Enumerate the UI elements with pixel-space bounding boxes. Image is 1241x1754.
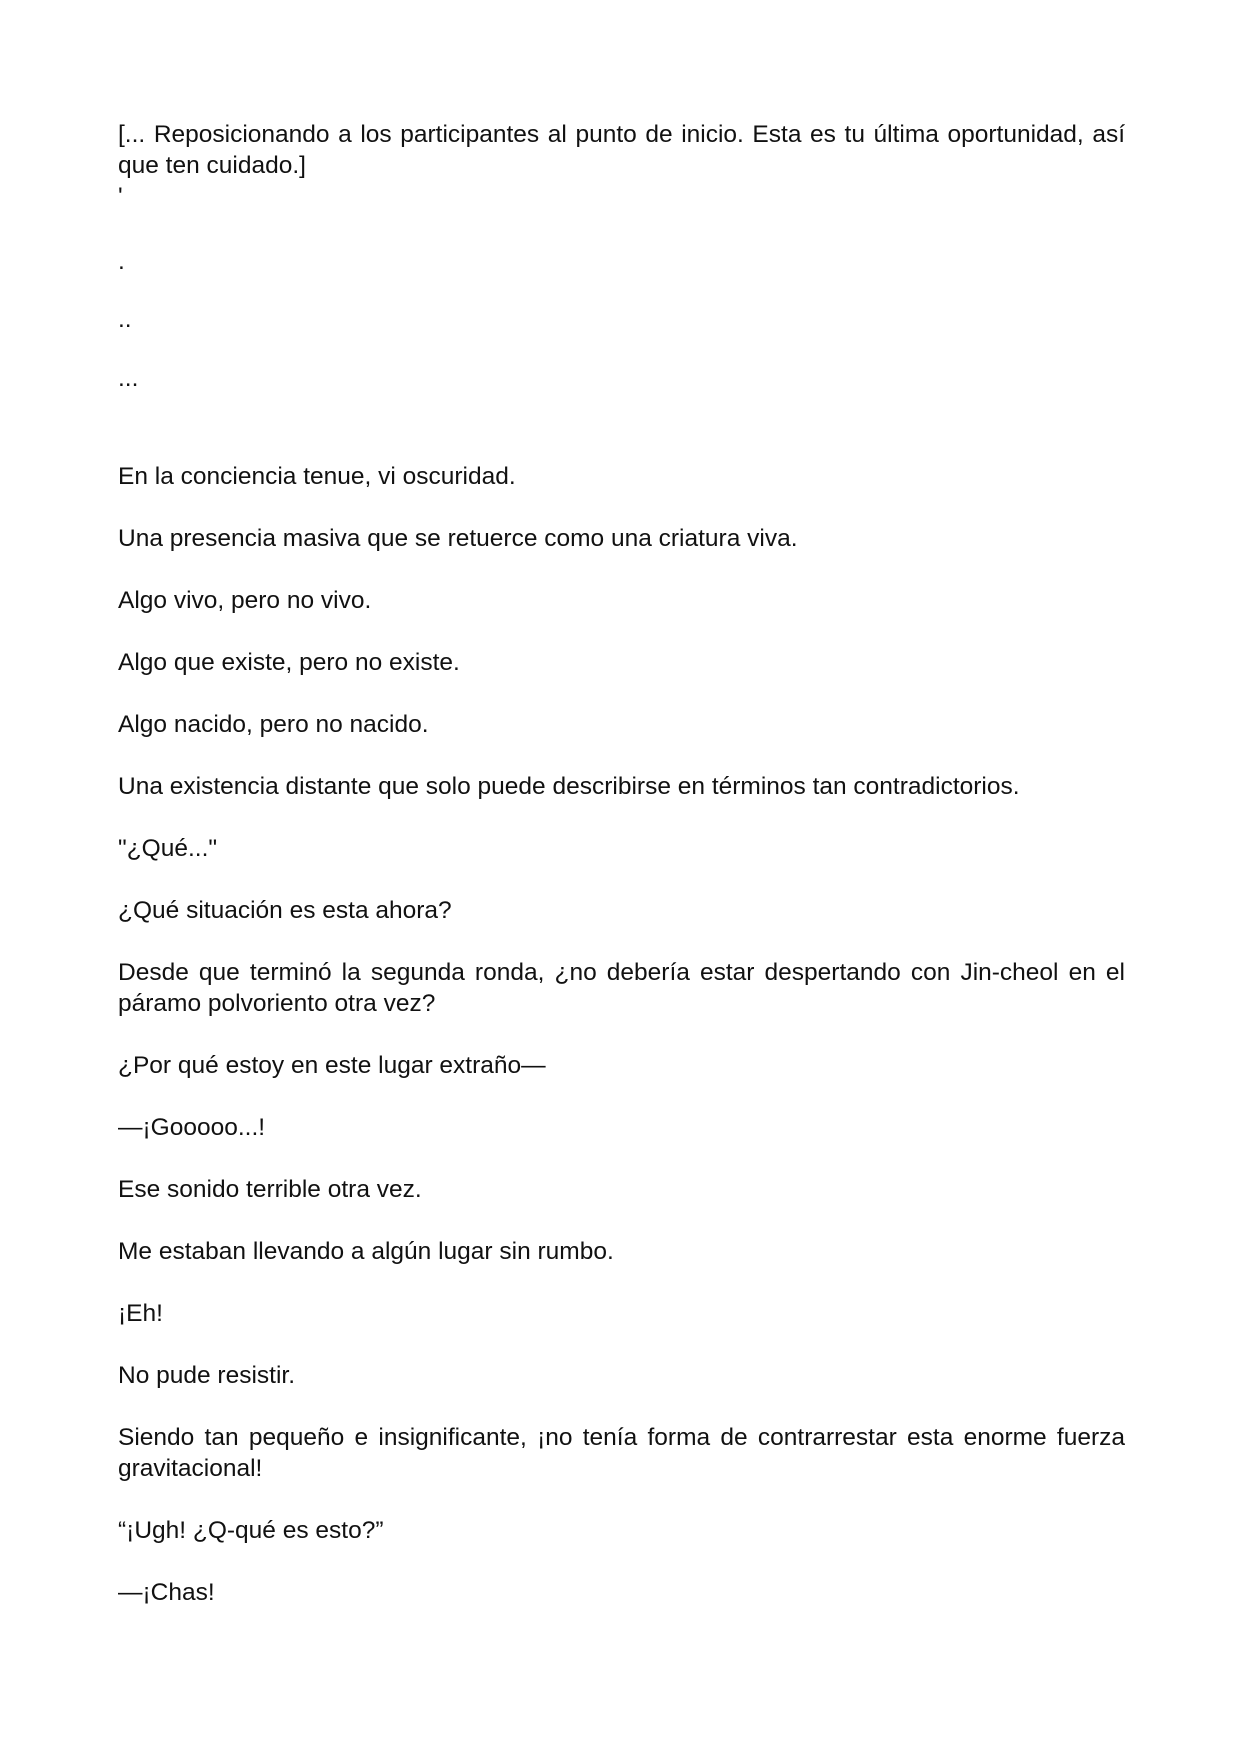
paragraph-ellipsis: ... [118, 365, 139, 392]
paragraph-apostrophe: ' [118, 183, 123, 210]
paragraph-system-message: [... Reposicionando a los participantes al punto de inicio. Esta es tu última oportunidad, así que ten cuidado.] [118, 121, 1125, 179]
paragraph: Desde que terminó la segunda ronda, ¿no debería estar despertando con Jin-cheol en el páramo polvoriento otra vez? [118, 959, 1125, 1017]
paragraph: Una existencia distante que solo puede describirse en términos tan contradictorios. [118, 773, 1020, 800]
paragraph: Una presencia masiva que se retuerce como una criatura viva. [118, 525, 798, 552]
paragraph: No pude resistir. [118, 1362, 296, 1389]
paragraph: Algo vivo, pero no vivo. [118, 587, 372, 614]
paragraph-two-dots: .. [118, 306, 132, 333]
paragraph: Ese sonido terrible otra vez. [118, 1176, 422, 1203]
paragraph-dialogue: "¿Qué..." [118, 835, 218, 862]
paragraph: En la conciencia tenue, vi oscuridad. [118, 463, 516, 490]
paragraph: Me estaban llevando a algún lugar sin rumbo. [118, 1238, 614, 1265]
paragraph: ¿Por qué estoy en este lugar extraño— [118, 1052, 546, 1079]
paragraph-dot: . [118, 248, 125, 275]
paragraph-sound: —¡Chas! [118, 1579, 215, 1606]
paragraph: Algo que existe, pero no existe. [118, 649, 460, 676]
paragraph-sound: —¡Gooooo...! [118, 1114, 266, 1141]
paragraph: Algo nacido, pero no nacido. [118, 711, 429, 738]
paragraph-dialogue: “¡Ugh! ¿Q-qué es esto?” [118, 1517, 384, 1544]
paragraph: ¡Eh! [118, 1300, 163, 1327]
paragraph: ¿Qué situación es esta ahora? [118, 897, 452, 924]
paragraph: Siendo tan pequeño e insignificante, ¡no tenía forma de contrarrestar esta enorme fuerza gravitacional! [118, 1424, 1125, 1482]
